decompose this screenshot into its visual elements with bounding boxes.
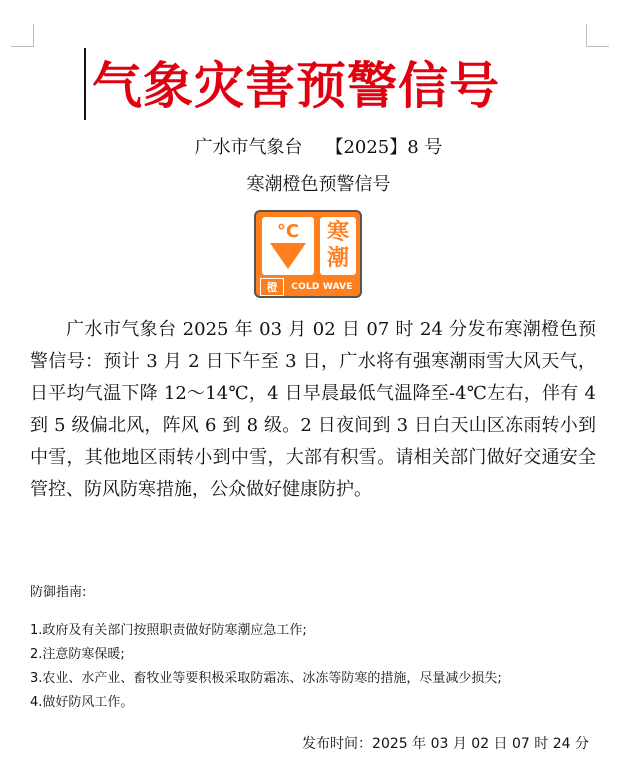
degree-symbol: °C [276, 221, 300, 242]
signal-glyph-panel [320, 217, 356, 275]
issuer-line: 广水市气象台 【2025】8 号 [194, 137, 443, 158]
document-title: 气象灾害预警信号 [92, 56, 500, 115]
signal-glyph-top: 寒 [326, 220, 349, 245]
cold-wave-orange-signal-icon [254, 210, 362, 298]
text-cursor [84, 48, 86, 120]
guide-item: 4.做好防风工作。 [30, 695, 134, 710]
publish-time: 发布时间：2025 年 03 月 02 日 07 时 24 分 [302, 736, 589, 752]
signal-footer [256, 278, 360, 296]
crop-mark-top-left [11, 24, 34, 47]
guide-item: 3.农业、水产业、畜牧业等要积极采取防霜冻、冰冻等防寒的措施，尽量减少损失; [30, 671, 502, 686]
down-arrow-icon [270, 243, 306, 269]
guide-item: 1.政府及有关部门按照职责做好防寒潮应急工作; [30, 623, 307, 638]
warning-name: 寒潮橙色预警信号 [246, 174, 391, 195]
guide-heading: 防御指南: [30, 585, 87, 600]
signal-color-badge: 橙 [260, 278, 284, 296]
signal-glyph-bottom: 潮 [326, 246, 349, 271]
warning-body-paragraph: 广水市气象台 2025 年 03 月 02 日 07 时 24 分发布寒潮橙色预警信号：预计 3 月 2 日下午至 3 日，广水将有强寒潮雨雪大风天气，日平均气温下降 12～14℃，4 日早晨最低气温降至-4℃左右，伴有 4 到 5 级偏北风，阵风 6 到 8 级。2 日夜间到 3 日白天山区冻雨转小到中雪，其他地区雨转小到中雪，大部有积雪。请相关部门做好交通安全管控、防风防寒措施，公众做好健康防护。 [30, 319, 596, 500]
guide-list [30, 622, 610, 718]
crop-mark-top-right [586, 24, 609, 47]
thermometer-panel [262, 217, 314, 275]
signal-english-label: COLD WAVE [291, 282, 353, 292]
guide-item: 2.注意防寒保暖; [30, 647, 125, 662]
